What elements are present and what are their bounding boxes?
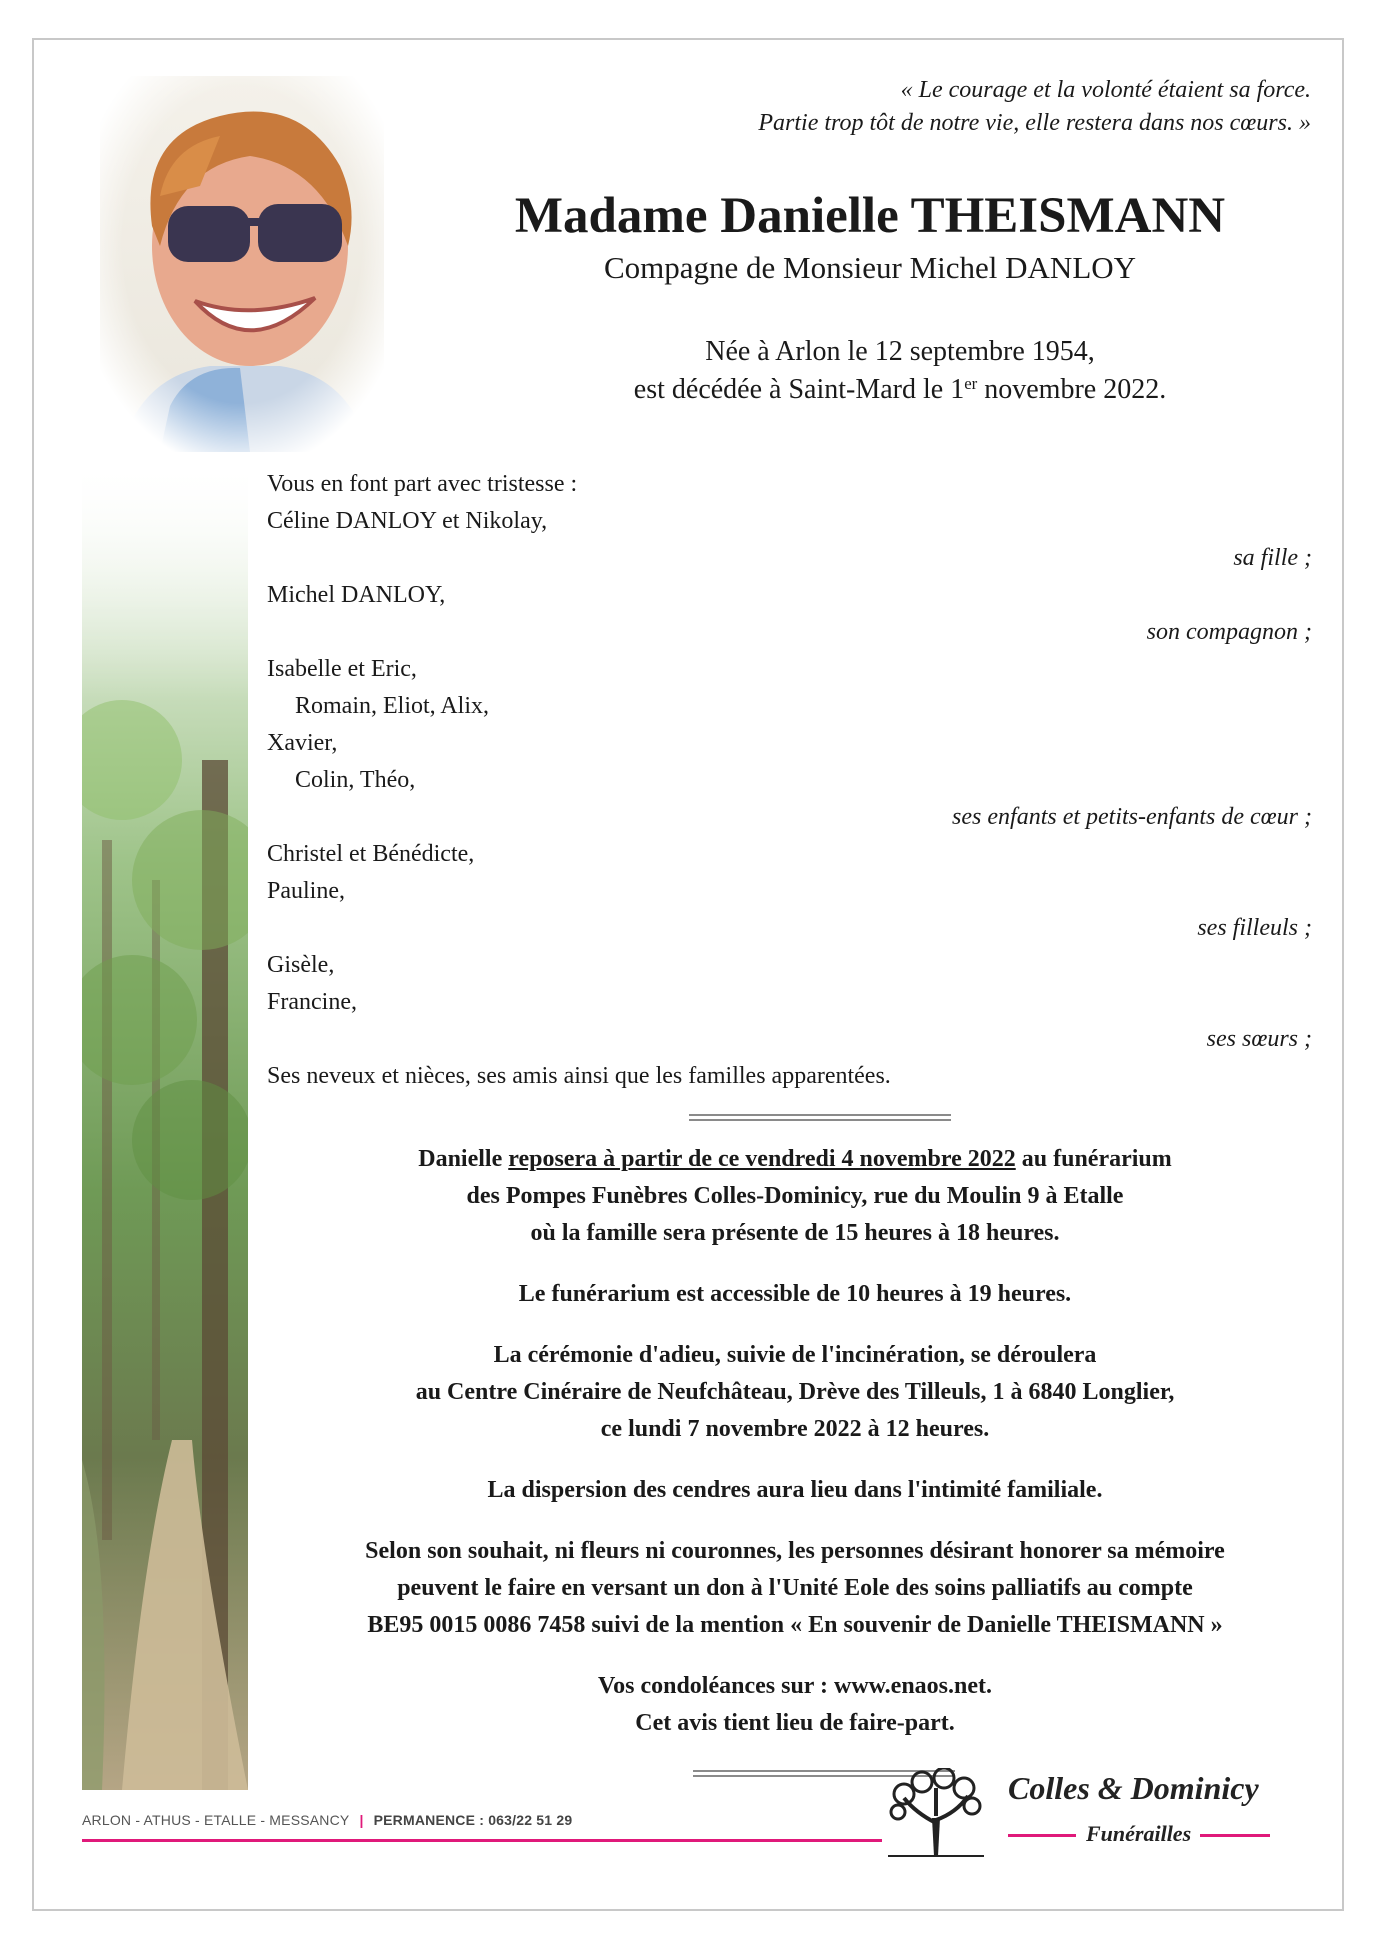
hours-paragraph: [270, 1276, 1320, 1313]
family-member-line: Michel DANLOY,: [267, 582, 446, 608]
relationship-label: ses filleuls ;: [1197, 915, 1312, 941]
footer-separator: |: [359, 1812, 364, 1828]
info-line: BE95 0015 0086 7458 suivi de la mention « En souvenir de Danielle THEISMANN »: [367, 1612, 1223, 1638]
companion-line: Compagne de Monsieur Michel DANLOY: [603, 250, 1137, 285]
donation-paragraph: [270, 1533, 1320, 1644]
family-member-line: Pauline,: [267, 878, 345, 904]
family-member-line: Céline DANLOY et Nikolay,: [267, 508, 548, 534]
deceased-name: Madame Danielle THEISMANN: [514, 188, 1226, 244]
quote-line: « Le courage et la volonté étaient sa force.: [900, 77, 1311, 103]
info-line: ce lundi 7 novembre 2022 à 12 heures.: [600, 1416, 990, 1442]
permanence-phone: PERMANENCE : 063/22 51 29: [373, 1812, 573, 1828]
death-line: [520, 371, 1280, 409]
info-line: Selon son souhait, ni fleurs ni couronnes, les personnes désirant honorer sa mémoire: [365, 1538, 1225, 1564]
quote-line: Partie trop tôt de notre vie, elle restera dans nos cœurs. »: [758, 110, 1311, 136]
footer-pink-rule: [82, 1839, 882, 1842]
info-line: Cet avis tient lieu de faire-part.: [635, 1710, 955, 1736]
logo-pink-rule: [1200, 1834, 1270, 1837]
family-member-line: Isabelle et Eric,: [267, 656, 417, 682]
relationship-label: ses sœurs ;: [1206, 1026, 1312, 1052]
logo-company-name: Colles & Dominicy: [1008, 1770, 1259, 1806]
family-member-line: Xavier,: [267, 730, 338, 756]
relationship-label: son compagnon ;: [1146, 619, 1312, 645]
wake-paragraph: [270, 1141, 1320, 1252]
family-member-line: Romain, Eliot, Alix,: [295, 693, 490, 719]
portrait-photo: [100, 76, 384, 452]
info-line: [270, 1141, 1320, 1178]
info-line: où la famille sera présente de 15 heures à 18 heures.: [530, 1220, 1060, 1246]
footer-locations: [82, 1812, 572, 1828]
family-list: [267, 466, 1312, 1095]
relationship-label: ses enfants et petits-enfants de cœur ;: [952, 804, 1312, 830]
family-member-line: Christel et Bénédicte,: [267, 841, 475, 867]
info-underlined: reposera à partir de ce vendredi 4 novembre 2022: [508, 1146, 1016, 1172]
epitaph-quote: [758, 74, 1311, 140]
family-lines: [267, 503, 1312, 1095]
info-line: La dispersion des cendres aura lieu dans l'intimité familiale.: [487, 1477, 1103, 1503]
birth-death-dates: [520, 333, 1280, 409]
death-sup: er: [964, 373, 978, 393]
death-text-end: novembre 2022.: [977, 374, 1167, 405]
info-line: Le funérarium est accessible de 10 heures à 19 heures.: [518, 1281, 1072, 1307]
info-line: peuvent le faire en versant un don à l'Unité Eole des soins palliatifs au compte: [397, 1575, 1193, 1601]
logo-subtitle: Funérailles: [1080, 1821, 1197, 1847]
death-text: est décédée à Saint-Mard le 1: [633, 374, 965, 405]
info-text: Danielle: [418, 1146, 509, 1172]
info-text: au funérarium: [1015, 1146, 1172, 1172]
locations-text: ARLON - ATHUS - ETALLE - MESSANCY: [82, 1812, 350, 1828]
birth-line: Née à Arlon le 12 septembre 1954,: [705, 336, 1095, 367]
family-member-line: Ses neveux et nièces, ses amis ainsi que les familles apparentées.: [267, 1063, 891, 1089]
separator-rule: [689, 1114, 951, 1123]
info-line: La cérémonie d'adieu, suivie de l'incinération, se déroulera: [493, 1342, 1097, 1368]
info-line: Vos condoléances sur : www.enaos.net.: [597, 1673, 993, 1699]
forest-path-image: [82, 460, 248, 1790]
ceremony-paragraph: [270, 1337, 1320, 1448]
ceremony-info: [270, 1141, 1320, 1766]
info-line: des Pompes Funèbres Colles-Dominicy, rue du Moulin 9 à Etalle: [466, 1183, 1124, 1209]
family-member-line: Francine,: [267, 989, 357, 1015]
ashes-paragraph: [270, 1472, 1320, 1509]
tree-logo-icon: [886, 1768, 986, 1858]
family-intro: Vous en font part avec tristesse :: [267, 471, 578, 497]
family-member-line: Colin, Théo,: [295, 767, 416, 793]
relationship-label: sa fille ;: [1233, 545, 1312, 571]
info-line: au Centre Cinéraire de Neufchâteau, Drève des Tilleuls, 1 à 6840 Longlier,: [415, 1379, 1175, 1405]
logo-pink-rule: [1008, 1834, 1076, 1837]
condolences-paragraph: [270, 1668, 1320, 1742]
family-member-line: Gisèle,: [267, 952, 335, 978]
